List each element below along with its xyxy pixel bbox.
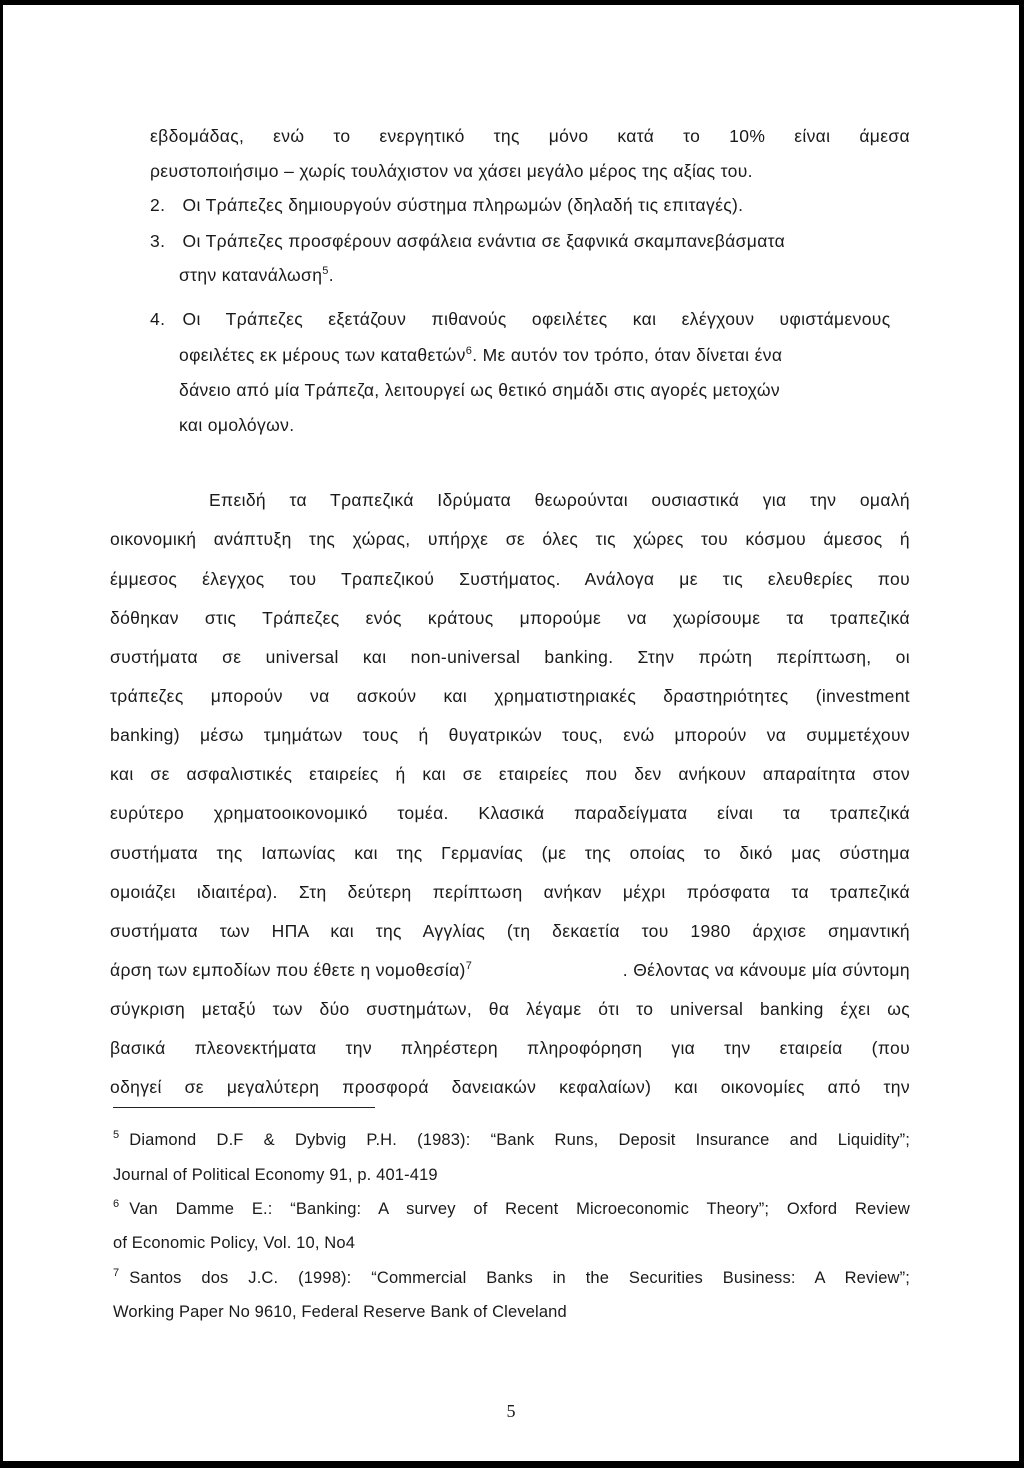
page-number: 5 xyxy=(506,1401,516,1421)
footnote-text: Van Damme E.: “Banking: A survey of Recent Microeconomic Theory”; Oxford Review xyxy=(129,1200,910,1218)
paragraph-line-14: σύγκριση μεταξύ των δύο συστημάτων, θα λέγαμε ότι το universal banking έχει ως xyxy=(110,999,910,1019)
list-item-text: . xyxy=(328,265,334,285)
list-item-4-line-4: και ομολόγων. xyxy=(179,415,295,435)
document-page xyxy=(3,5,1019,1461)
footnote-7 xyxy=(113,1267,910,1291)
list-item-3 xyxy=(150,230,785,252)
list-continuation-line-1: εβδομάδας, ενώ το ενεργητικό της μόνο κατά το 10% είναι άμεσα xyxy=(150,126,910,146)
paragraph-line-13 xyxy=(110,959,910,981)
list-item-number: 3. xyxy=(150,231,166,251)
list-item-text: στην κατανάλωση xyxy=(179,265,323,285)
paragraph-line-9: ευρύτερο χρηματοοικονομικό τομέα. Κλασικά παραδείγματα είναι τα τραπεζικά xyxy=(110,803,910,823)
footnote-5 xyxy=(113,1129,910,1153)
list-item-2 xyxy=(150,194,743,216)
footnote-ref-5[interactable]: 5 xyxy=(322,265,329,277)
paragraph-line-10: συστήματα της Ιαπωνίας και της Γερμανίας (με της οποίας το δικό μας σύστημα xyxy=(110,843,910,863)
paragraph-line-16: οδηγεί σε μεγαλύτερη προσφορά δανειακών κεφαλαίων) και οικονομίες από την xyxy=(110,1077,910,1097)
paragraph-line-12: συστήματα των ΗΠΑ και της Αγγλίας (τη δεκαετία του 1980 άρχισε σημαντική xyxy=(110,921,910,941)
list-item-4-line-2 xyxy=(179,344,782,366)
paragraph-line-11: ομοιάζει ιδιαιτέρα). Στη δεύτερη περίπτωση ανήκαν μέχρι πρόσφατα τα τραπεζικά xyxy=(110,882,910,902)
footnote-ref-6[interactable]: 6 xyxy=(465,345,473,357)
footnote-5-line-2: Journal of Political Economy 91, p. 401-419 xyxy=(113,1166,438,1184)
list-item-text: Οι Τράπεζες εξετάζουν πιθανούς οφειλέτες και ελέγχουν υφιστάμενους xyxy=(182,309,891,329)
footnote-number: 5 xyxy=(113,1129,120,1141)
footnote-text: Diamond D.F & Dybvig P.H. (1983): “Bank Runs, Deposit Insurance and Liquidity”; xyxy=(129,1131,910,1149)
paragraph-line-4: δόθηκαν στις Τράπεζες ενός κράτους μπορούμε να χωρίσουμε τα τραπεζικά xyxy=(110,608,910,628)
paragraph-line-7: banking) μέσω τμημάτων τους ή θυγατρικών τους, ενώ μπορούν να συμμετέχουν xyxy=(110,725,910,745)
footnote-ref-7[interactable]: 7 xyxy=(465,960,473,972)
list-item-text: Οι Τράπεζες προσφέρουν ασφάλεια ενάντια σε ξαφνικά σκαμπανεβάσματα xyxy=(182,231,786,251)
footnote-text: Santos dos J.C. (1998): “Commercial Banks in the Securities Business: A Review”; xyxy=(129,1269,910,1287)
footnote-number: 7 xyxy=(113,1267,120,1279)
footnote-7-line-2: Working Paper No 9610, Federal Reserve Bank of Cleveland xyxy=(113,1303,567,1321)
list-item-number: 2. xyxy=(150,195,166,215)
paragraph-line-6: τράπεζες μπορούν να ασκούν και χρηματιστηριακές δραστηριότητες (investment xyxy=(110,686,910,706)
list-item-number: 4. xyxy=(150,309,166,329)
paragraph-line-1: Επειδή τα Τραπεζικά Ιδρύματα θεωρούνται ουσιαστικά για την ομαλή xyxy=(209,490,910,510)
paragraph-line-8: και σε ασφαλιστικές εταιρείες ή και σε εταιρείες που δεν ανήκουν απαραίτητα στον xyxy=(110,764,910,784)
paragraph-line-15: βασικά πλεονεκτήματα την πληρέστερη πληροφόρηση για την εταιρεία (που xyxy=(110,1038,910,1058)
footnote-6 xyxy=(113,1198,910,1222)
paragraph-line-3: έμμεσος έλεγχος του Τραπεζικού Συστήματος. Ανάλογα με τις ελευθερίες που xyxy=(110,569,910,589)
footnote-number: 6 xyxy=(113,1198,120,1210)
list-item-4-line-3: δάνειο από μία Τράπεζα, λειτουργεί ως θετικό σημάδι στις αγορές μετοχών xyxy=(179,380,780,400)
list-item-text: οφειλέτες εκ μέρους των καταθετών xyxy=(179,345,466,365)
footnote-6-line-2: of Economic Policy, Vol. 10, No4 xyxy=(113,1234,356,1252)
paragraph-line-5: συστήματα σε universal και non-universal banking. Στην πρώτη περίπτωση, οι xyxy=(110,647,910,667)
list-item-3-line-2 xyxy=(179,264,334,286)
list-continuation-line-2: ρευστοποιήσιμο – χωρίς τουλάχιστον να χάσει μεγάλο μέρος της αξίας του. xyxy=(150,161,753,181)
paragraph-text: . Θέλοντας να κάνουμε μία σύντομη xyxy=(622,960,910,980)
list-item-text: . Με αυτόν τον τρόπο, όταν δίνεται ένα xyxy=(472,345,783,365)
footnote-divider xyxy=(113,1107,375,1108)
list-item-text: Οι Τράπεζες δημιουργούν σύστημα πληρωμών (δηλαδή τις επιταγές). xyxy=(182,195,744,215)
paragraph-line-2: οικονομική ανάπτυξη της χώρας, υπήρχε σε όλες τις χώρες του κόσμου άμεσος ή xyxy=(110,529,910,549)
list-item-4 xyxy=(150,308,891,330)
paragraph-text: άρση των εμποδίων που έθετε η νομοθεσία) xyxy=(110,960,466,980)
